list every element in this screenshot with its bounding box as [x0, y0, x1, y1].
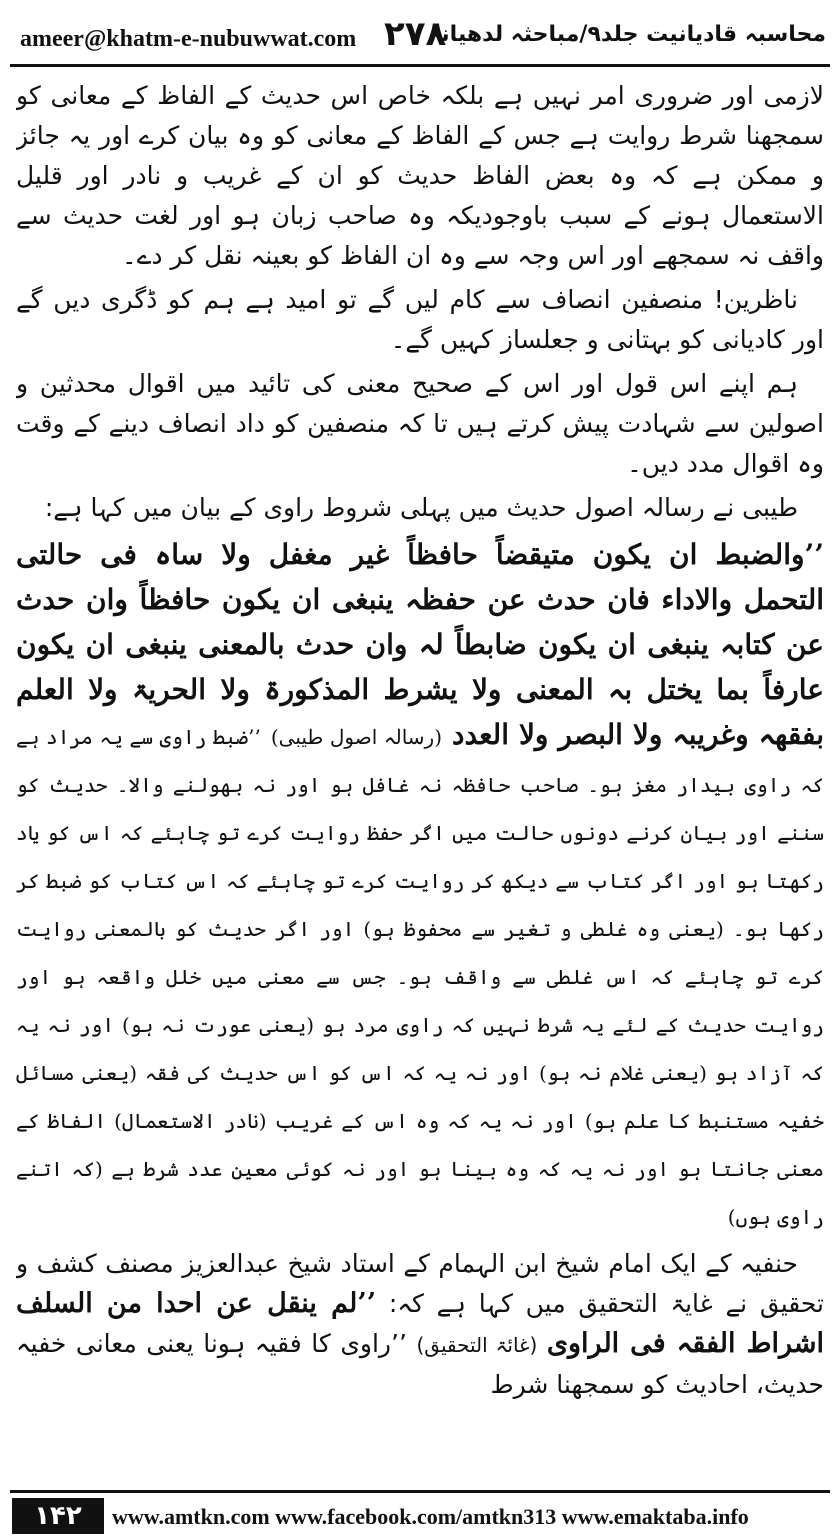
footer-links: www.amtkn.com www.facebook.com/amtkn313 www.emaktaba.info: [112, 1504, 749, 1529]
quote-source: (رسالہ اصول طیبی): [270, 725, 442, 749]
quote-source-2: (غائۃ التحقیق): [416, 1333, 538, 1357]
paragraph-3: ہم اپنے اس قول اور اس کے صحیح معنی کی تائید میں اقوال محدثین و اصولین سے شہادت پیش کرتے ہیں تا کہ منصفین کو داد انصاف دینے کے وقت وہ اقوال مدد دیں۔: [16, 369, 824, 478]
paragraph-2: ناظرین! منصفین انصاف سے کام لیں گے تو امید ہے ہم کو ڈگری دیں گے اور کادیانی کو بہتانی و جعلساز کہیں گے۔: [16, 285, 824, 354]
paragraph-6: [16, 1244, 824, 1405]
page-header: [0, 0, 840, 66]
header-email: ameer@khatm-e-nubuwwat.com: [20, 26, 357, 52]
paragraph-6-intro: حنفیہ کے ایک امام شیخ ابن الہمام کے استاد شیخ عبدالعزیز مصنف کشف و تحقیق نے غایۃ التحقیق میں کہا ہے کہ:: [16, 1249, 824, 1318]
footer-page-number: ۱۴۲: [12, 1498, 104, 1534]
header-page-number: ۲۷۸: [384, 14, 447, 54]
paragraph-1: لازمی اور ضروری امر نہیں ہے بلکہ خاص اس حدیث کے الفاظ کے معانی کو سمجھنا شرط روایت ہے جس کے الفاظ کے معانی کو وہ بیان کرے اور یہ جائز و ممکن ہے کہ وہ بعض الفاظ حدیث کو ان کے غریب و نادر اور قلیل الاستعمال ہونے کے سبب باوجودیکہ وہ صاحب زبان ہو اور لغت حدیث سے واقف نہ سمجھے اور اس وجہ سے وہ ان الفاظ کو بعینہ نقل کر دے۔: [16, 81, 824, 270]
arabic-quote-ghayah: ’’لم ینقل عن احدا من السلف اشراط الفقہ فی الراوی: [16, 1288, 824, 1359]
header-book-title: محاسبہ قادیانیت جلد۹/مباحثہ لدھیانہ: [428, 22, 826, 47]
paragraph-6-tail: ’’راوی کا فقیہ ہونا یعنی معانی خفیہ حدیث، احادیث کو سمجھنا شرط: [16, 1329, 824, 1399]
arabic-quote-text: ’’والضبط ان یکون متیقضاً حافظاً غیر مغفل ولا ساہ فی حالتی التحمل والاداء فان حدث عن حفظہ ینبغی ان یکون حافظاً وان حدث عن کتابہ ینبغی ان یکون ضابطاً لہ وان حدث بالمعنی ینبغی ان یکون عارفاً بما یختل بہ المعنی ولا یشرط المذکورۃ ولا الحریۃ ولا العلم بفقھہ وغریبہ ولا البصر ولا العدد: [16, 538, 824, 751]
paragraph-4: طیبی نے رسالہ اصول حدیث میں پہلی شروط راوی کے بیان میں کہا ہے:: [44, 493, 798, 522]
arabic-quote-tibi: [16, 532, 824, 1240]
footer-divider: [10, 1490, 830, 1493]
page-footer: [0, 1490, 840, 1540]
quote-translation: ’’ضبط راوی سے یہ مراد ہے کہ راوی بیدار مغز ہو۔ صاحب حافظہ نہ غافل ہو اور نہ بھولنے والا۔ حدیث کو سننے اور بیان کرنے دونوں حالت میں اگر حفظ روایت کرے تو چاہئے کہ اس کو یاد رکھتا ہو اور اگر کتاب سے دیکھ کر روایت کرے تو چاہئے کہ اس کتاب کو ضبط کر رکھا ہو۔ (یعنی وہ غلطی و تغیر سے محفوظ ہو) اور اگر حدیث کو بالمعنی روایت کرے تو چاہئے کہ اس غلطی سے واقف ہو۔ جس سے معنی میں خلل واقعہ ہو اور روایت حدیث کے لئے یہ شرط نہیں کہ راوی مرد ہو (یعنی عورت نہ ہو) اور نہ یہ کہ آزاد ہو (یعنی غلام نہ ہو) اور نہ یہ کہ اس کو اس حدیث کی فقہ (یعنی مسائل خفیہ مستنبط کا علم ہو) اور نہ یہ کہ وہ اس کے غریب (نادر الاستعمال) الفاظ کے معنی جانتا ہو اور نہ یہ کہ وہ بینا ہو اور نہ کوئی معین عدد شرط ہے (کہ اتنے راوی ہوں): [16, 725, 824, 1229]
page-content: [16, 76, 824, 1476]
header-divider: [10, 64, 830, 67]
